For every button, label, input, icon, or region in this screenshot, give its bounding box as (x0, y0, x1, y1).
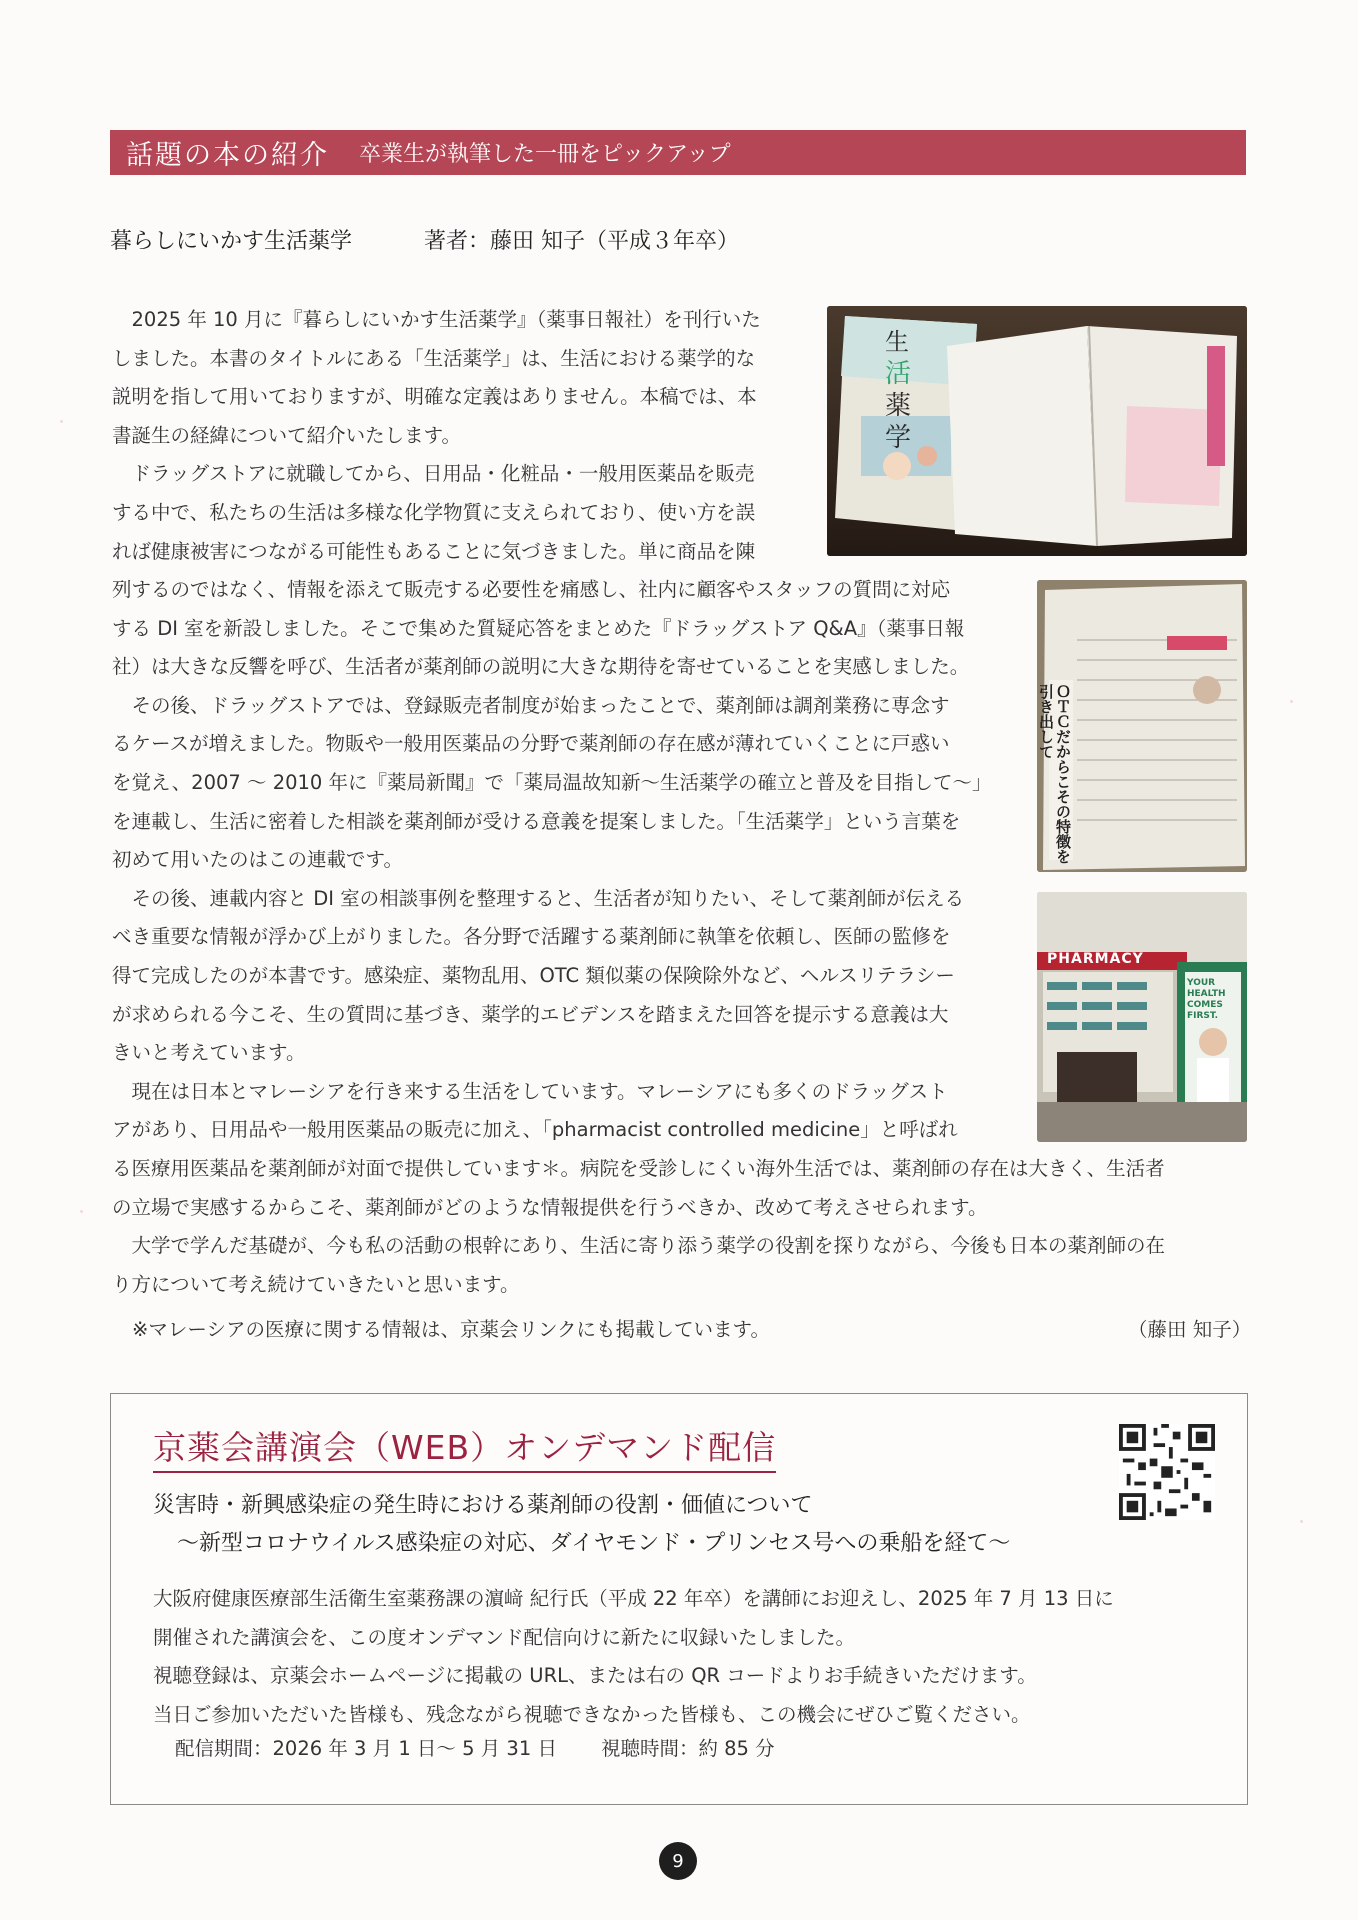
text-line: 書誕生の経緯について紹介いたします。 (112, 423, 462, 447)
newspaper-photo (1037, 580, 1247, 872)
lecture-subtitle: 災害時・新興感染症の発生時における薬剤師の役割・価値について (153, 1493, 813, 1518)
text-line: アがあり、日用品や一般用医薬品の販売に加え、「pharmacist controlled medicine」と呼ばれ (112, 1118, 958, 1142)
text-line: が求められる今こそ、生の質問に基づき、薬学的エビデンスを踏まえた回答を提示する意義は大 (112, 1002, 949, 1026)
decor-speck (1300, 1520, 1303, 1523)
lecture-schedule (175, 1733, 775, 1761)
text-line: の立場で実感するからこそ、薬剤師がどのような情報提供を行うべきか、改めて考えさせられます。 (112, 1195, 988, 1219)
author-signature: （藤田 知子） (1128, 1318, 1252, 1341)
text-line: 開催された講演会を、この度オンデマンド配信向けに新たに収録いたしました。 (153, 1625, 856, 1649)
text-line: する DI 室を新設しました。そこで集めた質疑応答をまとめた『ドラッグストア Q&A』（薬事日報 (112, 616, 965, 640)
text-line: るケースが増えました。物販や一般用医薬品の分野で薬剤師の存在感が薄れていくことに戸惑い (112, 732, 950, 756)
text-line: れば健康被害につながる可能性もあることに気づきました。単に商品を陳 (112, 539, 756, 563)
lecture-body (153, 1580, 1114, 1734)
text-line: を連載し、生活に密着した相談を薬剤師が受ける意義を提案しました。「生活薬学」という言葉を (112, 809, 961, 833)
lecture-announcement (110, 1393, 1248, 1805)
delivery-period: 配信期間：2026 年 3 月 1 日～ 5 月 31 日 (175, 1737, 557, 1760)
text-line: 説明を指して用いておりますが、明確な定義はありません。本稿では、本 (112, 385, 757, 409)
decor-speck (1290, 700, 1293, 703)
svg-text:生: 生 (885, 328, 909, 356)
text-line: べき重要な情報が浮かび上がりました。各分野で活躍する薬剤師に執筆を依頼し、医師の監修を (112, 925, 951, 949)
text-line: 現在は日本とマレーシアを行き来する生活をしています。マレーシアにも多くのドラッグスト (131, 1079, 948, 1103)
page-number: 9 (659, 1842, 697, 1880)
banner-title: 話題の本の紹介 (126, 140, 329, 171)
book-info (110, 224, 739, 255)
text-line: 当日ご参加いただいた皆様も、残念ながら視聴できなかった皆様も、この機会にぜひご覧ください。 (153, 1702, 1031, 1726)
lecture-subtitle-2: ～新型コロナウイルス感染症の対応、ダイヤモンド・プリンセス号への乗船を経て～ (177, 1531, 1011, 1556)
reference-note: ※マレーシアの医療に関する情報は、京薬会リンクにも掲載しています。 (132, 1318, 770, 1341)
text-line: しました。本書のタイトルにある「生活薬学」は、生活における薬学的な (112, 346, 756, 370)
text-line: 2025 年 10 月に『暮らしにいかす生活薬学』（薬事日報社）を刊行いた (131, 308, 761, 331)
book-title: 暮らしにいかす生活薬学 (110, 229, 353, 254)
section-banner (110, 130, 1246, 175)
book-cover-title-art (875, 324, 955, 454)
text-line: 大阪府健康医療部生活衛生室薬務課の濵﨑 紀行氏（平成 22 年卒）を講師にお迎えし、2025 年 7 月 13 日に (153, 1587, 1114, 1610)
text-line: ドラッグストアに就職してから、日用品・化粧品・一般用医薬品を販売 (131, 462, 755, 486)
article-column-mid (112, 571, 1022, 1150)
text-line: 視聴登録は、京薬会ホームページに掲載の URL、または右の QR コードよりお手続きいただけます。 (153, 1664, 1037, 1688)
svg-text:薬: 薬 (885, 391, 912, 421)
pharmacy-photo (1037, 892, 1247, 1142)
text-line: 列するのではなく、情報を添えて販売する必要性を痛感し、社内に顧客やスタッフの質問に対応 (112, 578, 951, 601)
viewing-duration: 視聴時間：約 85 分 (600, 1737, 775, 1760)
qr-code-icon[interactable] (1119, 1424, 1215, 1520)
text-line: る医療用医薬品を薬剤師が対面で提供しています＊。病院を受診しにくい海外生活では、薬剤師の存在は大きく、生活者 (112, 1157, 1165, 1180)
poster-text: YOUR HEALTH COMES FIRST. (1187, 978, 1226, 1021)
pharmacy-sign: PHARMACY (1047, 951, 1144, 967)
article-column-narrow (112, 301, 812, 571)
decor-speck (80, 1210, 83, 1213)
newspaper-headline: ＯＴＣだからこその特徴を引き出して (1037, 684, 1072, 864)
text-line: 得て完成したのが本書です。感染症、薬物乱用、OTC 類似薬の保険除外など、ヘルスリテラシー (112, 963, 955, 987)
text-line: を覚え、2007 ～ 2010 年に『薬局新聞』で「薬局温故知新～生活薬学の確立と普及を目指して～」 (112, 770, 992, 794)
text-line: り方について考え続けていきたいと思います。 (112, 1272, 520, 1296)
text-line: 大学で学んだ基礎が、今も私の活動の根幹にあり、生活に寄り添う薬学の役割を探りながら、今後も日本の薬剤師の在 (131, 1234, 1166, 1258)
svg-text:活: 活 (885, 359, 912, 389)
text-line: 初めて用いたのはこの連載です。 (112, 848, 403, 872)
decor-speck (60, 420, 63, 423)
text-line: その後、ドラッグストアでは、登録販売者制度が始まったことで、薬剤師は調剤業務に専念す (131, 693, 950, 717)
book-photo (827, 306, 1247, 556)
article-column-full (112, 1150, 1252, 1304)
banner-subtitle: 卒業生が執筆した一冊をピックアップ (359, 142, 731, 167)
lecture-title: 京薬会講演会（WEB）オンデマンド配信 (153, 1422, 776, 1473)
text-line: する中で、私たちの生活は多様な化学物質に支えられており、使い方を誤 (112, 500, 756, 524)
text-line: 社）は大きな反響を呼び、生活者が薬剤師の説明に大きな期待を寄せていることを実感しました。 (112, 655, 970, 679)
book-author: 著者：藤田 知子（平成３年卒） (424, 229, 740, 254)
text-line: その後、連載内容と DI 室の相談事例を整理すると、生活者が知りたい、そして薬剤師が伝える (131, 886, 965, 910)
svg-text:学: 学 (885, 423, 912, 453)
text-line: きいと考えています。 (112, 1041, 306, 1065)
